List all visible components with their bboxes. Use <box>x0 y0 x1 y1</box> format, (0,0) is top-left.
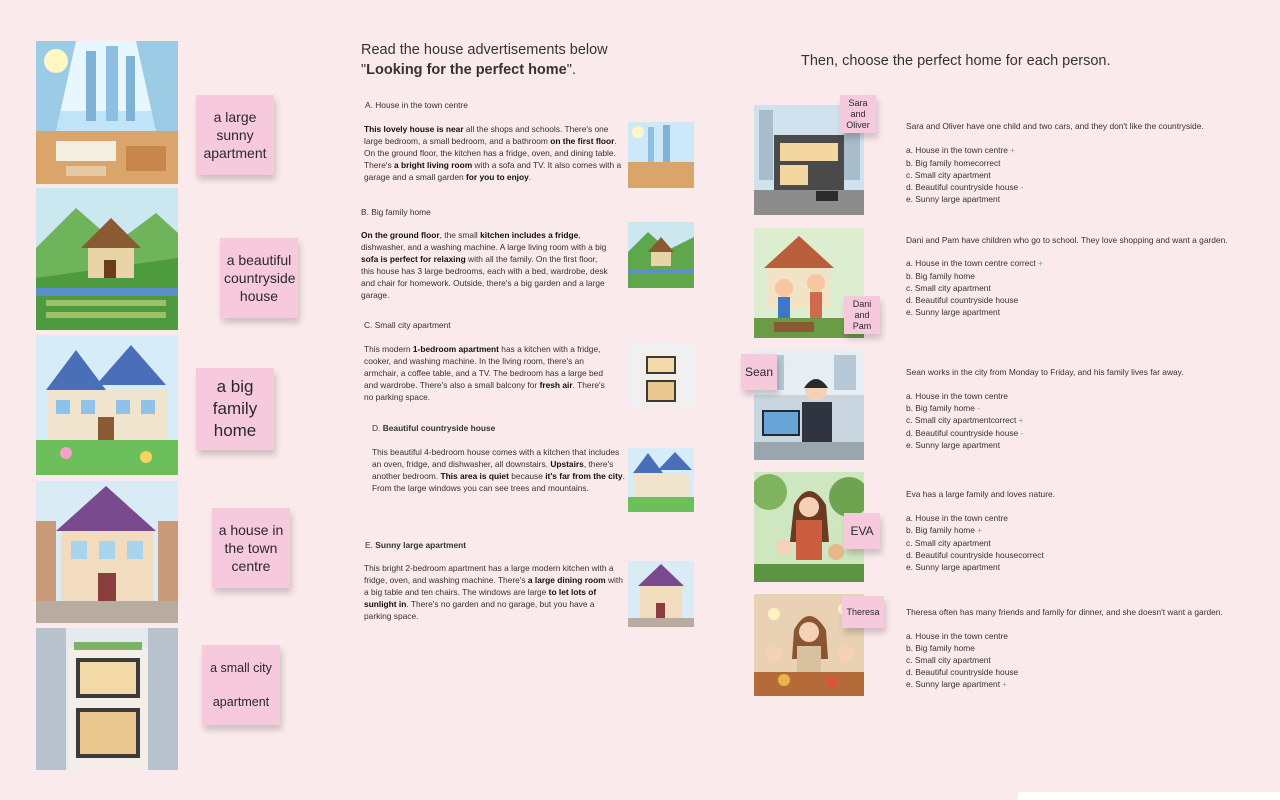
tag-sean: Sean <box>741 354 777 390</box>
ad-b-heading: B. Big family home <box>361 207 431 217</box>
ad-b-thumbnail <box>628 222 694 288</box>
option-row[interactable]: d. Beautiful countryside house - <box>906 182 1024 192</box>
person-1-options <box>906 144 1023 205</box>
person-5-description: Theresa often has many friends and family for dinner, and she doesn't want a garden. <box>906 607 1223 617</box>
ad-e-thumbnail <box>628 561 694 627</box>
note-large-sunny-apartment[interactable]: a large sunny apartment <box>196 95 274 175</box>
ad-a-thumbnail <box>628 122 694 188</box>
sunny-apartment-image <box>36 41 178 184</box>
tag-sara-oliver: Sara and Oliver <box>840 95 876 133</box>
option-row[interactable]: c. Small city apartment <box>906 655 991 665</box>
option-row[interactable]: e. Sunny large apartment <box>906 194 1001 204</box>
option-row[interactable]: d. Beautiful countryside house - <box>906 428 1024 438</box>
note-house-town-centre[interactable]: a house in the town centre <box>212 508 290 588</box>
option-row[interactable]: a. House in the town centre <box>906 513 1008 523</box>
note-big-family-home[interactable]: a big family home <box>196 368 274 450</box>
ad-a-heading: A. House in the town centre <box>365 100 468 110</box>
ad-c-thumbnail <box>628 342 694 408</box>
tag-eva: EVA <box>844 513 880 549</box>
option-row[interactable]: b. Big family homecorrect <box>906 158 1001 168</box>
ad-d-heading: D. Beautiful countryside house <box>372 423 496 433</box>
town-centre-house-image <box>36 481 178 623</box>
ad-d-text: This beautiful 4-bedroom house comes with a kitchen that includes an oven, fridge, and dishwasher, all downstairs. Upstairs, there's another bedroom. This area is quiet because it's far from the city. From the large windows you can see trees and mountains. <box>372 447 625 493</box>
person-2-description: Dani and Pam have children who go to school. They love shopping and want a garden. <box>906 235 1228 245</box>
note-small-city-apartment[interactable]: a small city apartment <box>202 645 280 725</box>
small-city-apartment-image <box>36 628 178 770</box>
page-title-line1: Read the house advertisements below <box>361 42 608 58</box>
option-row[interactable]: c. Small city apartment <box>906 538 991 548</box>
option-row[interactable]: a. House in the town centre <box>906 631 1008 641</box>
option-row[interactable]: a. House in the town centre correct + <box>906 258 1043 268</box>
person-4-description: Eva has a large family and loves nature. <box>906 489 1055 499</box>
right-title: Then, choose the perfect home for each person. <box>801 53 1111 69</box>
person-3-options <box>906 390 1023 451</box>
person-4-options <box>906 512 1044 573</box>
option-row[interactable]: d. Beautiful countryside house <box>906 667 1019 677</box>
tag-theresa: Theresa <box>842 596 884 628</box>
option-row[interactable]: a. House in the town centre <box>906 391 1008 401</box>
option-row[interactable]: d. Beautiful countryside house <box>906 295 1019 305</box>
option-row[interactable]: e. Sunny large apartment <box>906 562 1001 572</box>
person-2-options <box>906 257 1043 318</box>
page-title-line2: "Looking for the perfect home". <box>361 62 576 78</box>
person-5-options <box>906 630 1018 691</box>
option-row[interactable]: b. Big family home <box>906 643 975 653</box>
note-beautiful-countryside-house[interactable]: a beautiful countryside house <box>220 238 298 318</box>
option-row[interactable]: c. Small city apartmentcorrect + <box>906 415 1024 425</box>
option-row[interactable]: b. Big family home + <box>906 525 982 535</box>
option-row[interactable]: a. House in the town centre + <box>906 145 1015 155</box>
option-row[interactable]: e. Sunny large apartment <box>906 440 1001 450</box>
ad-d-thumbnail <box>628 448 694 512</box>
bottom-edge-bar <box>1018 792 1280 800</box>
option-row[interactable]: e. Sunny large apartment + <box>906 679 1008 689</box>
option-row[interactable]: b. Big family home - <box>906 403 981 413</box>
option-row[interactable]: e. Sunny large apartment <box>906 307 1001 317</box>
option-row[interactable]: c. Small city apartment <box>906 283 991 293</box>
ad-b-text: On the ground floor, the small kitchen includes a fridge, dishwasher, and a washing machine. A large living room with a big sofa is perfect for relaxing with all the family. On the first floor, this house has 3 large bedrooms, each with a bed, wardrobe, desk and chair for homework. Outside, there's a big garden and a large garage. <box>361 230 608 300</box>
countryside-house-image <box>36 188 178 330</box>
option-row[interactable]: c. Small city apartment <box>906 170 991 180</box>
option-row[interactable]: d. Beautiful countryside housecorrect <box>906 550 1044 560</box>
ad-e-heading: E. Sunny large apartment <box>365 540 467 550</box>
ad-a-text: This lovely house is near all the shops and schools. There's one large bedroom, a small bedroom, and a bathroom on the first floor. On the ground floor, the kitchen has a fridge, oven, and dining table. There's a bright living room with a sofa and TV. It also comes with a garage and a small garden for you to enjoy. <box>364 124 622 182</box>
ad-c-text: This modern 1-bedroom apartment has a kitchen with a fridge, cooker, and washing machine. In the living room, there's an armchair, a coffee table, and a TV. The bedroom has a large bed and wardrobe. There's also a small balcony for fresh air. There's no parking space. <box>364 344 605 402</box>
person-1-description: Sara and Oliver have one child and two cars, and they don't like the countryside. <box>906 121 1204 131</box>
tag-dani-pam: Dani and Pam <box>844 296 880 334</box>
ad-c-heading: C. Small city apartment <box>364 320 451 330</box>
ad-e-text: This bright 2-bedroom apartment has a large modern kitchen with a fridge, oven, and washing machine. There's a large dining room with a big table and ten chairs. The windows are large to let lots of sunlight in. There's no garden and no garage, but you have a parking space. <box>364 563 623 621</box>
big-family-home-image <box>36 335 178 475</box>
page-title <box>361 40 651 80</box>
person-3-description: Sean works in the city from Monday to Friday, and his family lives far away. <box>906 367 1184 377</box>
option-row[interactable]: b. Big family home <box>906 271 975 281</box>
